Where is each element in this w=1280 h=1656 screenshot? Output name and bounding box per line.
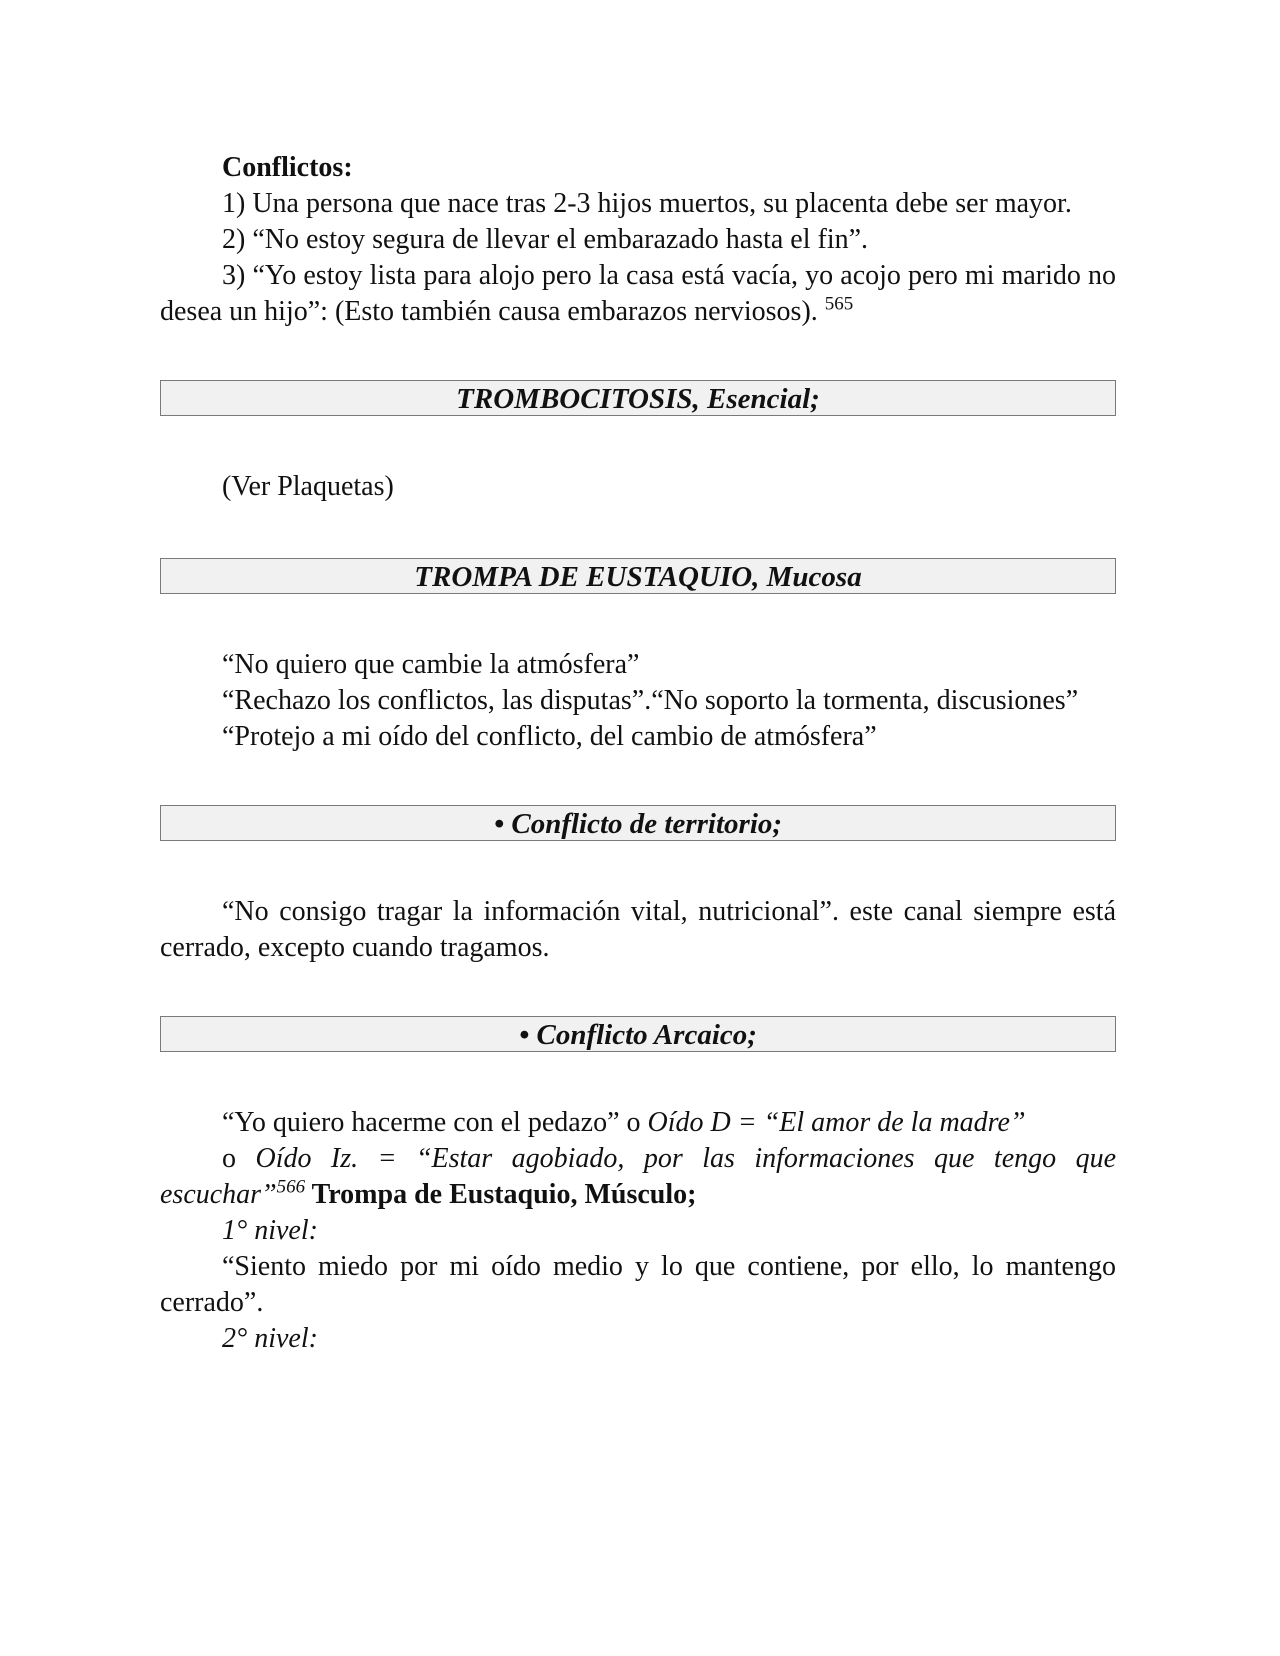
quote-atmosphere: “No quiero que cambie la atmósfera” xyxy=(222,649,640,680)
conflict-item-2: 2) “No estoy segura de llevar el embarazado hasta el fin”. xyxy=(222,224,869,255)
muscle-heading: Trompa de Eustaquio, Músculo; xyxy=(305,1179,697,1210)
quote-protect-ear: “Protejo a mi oído del conflicto, del cambio de atmósfera” xyxy=(222,721,877,752)
archaic-line-2: o Oído Iz. = “Estar agobiado, por las informaciones que tengo que escuchar”$^{566}$ Trompa de Eustaquio, Músculo; xyxy=(160,1143,1117,1210)
territory-conflict-text: “No consigo tragar la información vital, nutricional”. este canal siempre está cerrado, excepto cuando tragamos. xyxy=(160,896,1116,963)
level-2-label: 2° nivel: xyxy=(222,1323,318,1354)
section-title-territory-conflict: • Conflicto de territorio; xyxy=(160,805,1116,841)
footnote-ref-566: 566 xyxy=(276,1176,306,1198)
see-platelets-note: (Ver Plaquetas) xyxy=(222,471,394,502)
section-title-eustachian-mucosa: TROMPA DE EUSTAQUIO, Mucosa xyxy=(160,558,1116,594)
document-page xyxy=(160,150,1116,1357)
conflicts-heading: Conflictos: xyxy=(222,152,353,183)
section-title-archaic-conflict: • Conflicto Arcaico; xyxy=(160,1016,1116,1052)
level-1-text: “Siento miedo por mi oído medio y lo que contiene, por ello, lo mantengo cerrado”. xyxy=(160,1251,1116,1318)
footnote-ref-565: 565 xyxy=(824,293,854,315)
conflict-item-1: 1) Una persona que nace tras 2-3 hijos muertos, su placenta debe ser mayor. xyxy=(222,188,1072,219)
archaic-line-1: “Yo quiero hacerme con el pedazo” o Oído D = “El amor de la madre” xyxy=(222,1107,1026,1138)
conflict-item-3: 3) “Yo estoy lista para alojo pero la casa está vacía, yo acojo pero mi marido no desea un hijo”: (Esto también causa embarazos nerviosos). $^{565}$ xyxy=(160,260,1116,327)
quote-conflicts: “Rechazo los conflictos, las disputas”.“No soporto la tormenta, discusiones” xyxy=(222,685,1079,716)
level-1-label: 1° nivel: xyxy=(222,1215,318,1246)
section-title-trombocitosis: TROMBOCITOSIS, Esencial; xyxy=(160,380,1116,416)
